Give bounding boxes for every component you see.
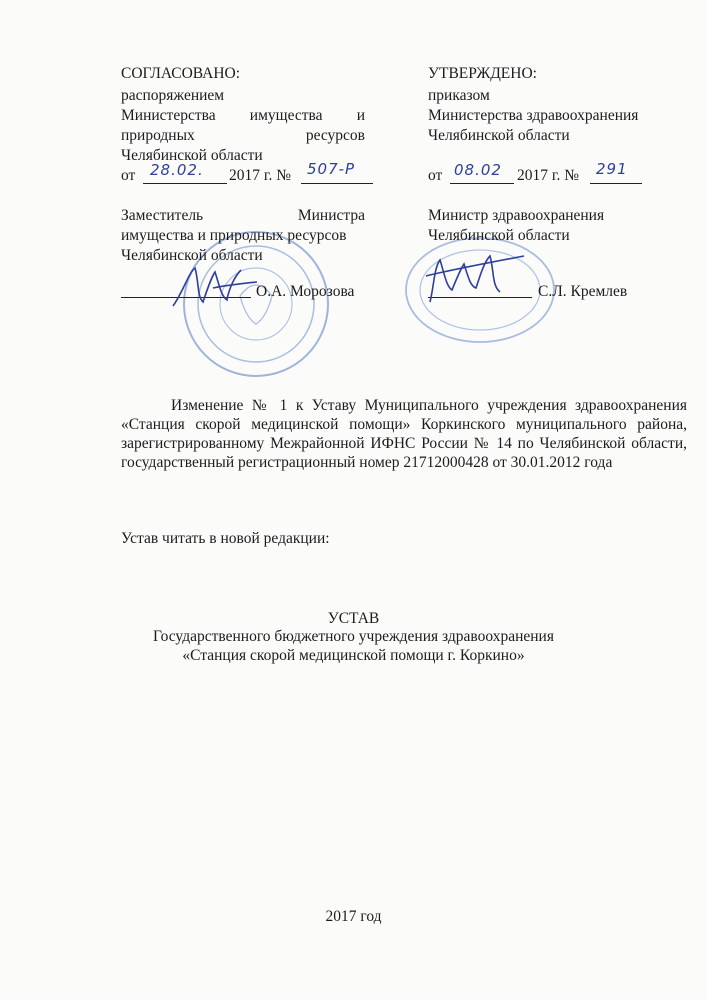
right-position-line2: Челябинской области — [428, 227, 570, 244]
left-ministry-word: имущества — [249, 107, 323, 124]
charter-heading: УСТАВ — [327, 610, 380, 627]
charter-institution-line1: Государственного бюджетного учреждения здравоохранения — [153, 628, 554, 645]
left-date-prefix: от — [121, 167, 136, 184]
right-number-underline — [590, 183, 642, 184]
left-position-word: Министра — [297, 207, 365, 224]
left-position-line2: имущества и природных ресурсов — [121, 227, 347, 244]
right-date-suffix: 2017 г. № — [517, 167, 580, 184]
left-date-suffix: 2017 г. № — [229, 167, 292, 184]
left-position-word: Заместитель — [121, 207, 204, 224]
left-heading: СОГЛАСОВАНО: — [121, 65, 241, 82]
left-number-handwritten: 507-Р — [307, 160, 356, 178]
charter-institution-line2: «Станция скорой медицинской помощи г. Коркино» — [182, 647, 525, 664]
right-number-handwritten: 291 — [596, 160, 628, 178]
right-date-prefix: от — [428, 167, 443, 184]
left-signature-icon — [165, 262, 265, 310]
right-heading: УТВЕРЖДЕНО: — [428, 65, 537, 82]
left-signer-name: О.А. Морозова — [256, 283, 355, 300]
left-ministry-word: Министерства — [121, 107, 216, 124]
right-order-type: приказом — [428, 87, 490, 104]
right-region: Челябинской области — [428, 127, 570, 144]
right-signer-name: С.Л. Кремлев — [538, 283, 628, 300]
right-position-line1: Министр здравоохранения — [428, 207, 605, 224]
left-ministry-line — [121, 106, 365, 125]
left-position-line3: Челябинской области — [121, 247, 263, 264]
right-date-underline — [450, 183, 514, 184]
right-date-handwritten: 08.02 — [454, 161, 502, 179]
left-ministry-word: и — [356, 107, 365, 124]
right-signature-icon — [420, 246, 530, 308]
left-region: Челябинской области — [121, 147, 263, 164]
left-resources-word: природных — [121, 127, 195, 144]
document-year: 2017 год — [325, 908, 382, 925]
right-ministry: Министерства здравоохранения — [428, 107, 639, 124]
left-resources-word: ресурсов — [305, 127, 365, 144]
left-number-underline — [301, 183, 373, 184]
left-resources-line — [121, 126, 365, 145]
left-order-type: распоряжением — [121, 87, 225, 104]
amendment-paragraph: Изменение № 1 к Уставу Муниципального учреждения здравоохранения «Станция скорой медицинской помощи» Коркинского муниципального района, зарегистрированному Межрайонной ИФНС России № 14 по Челябинской области, государственный регистрационный номер 21712000428 от 30.01.2012 года — [121, 397, 687, 471]
left-date-handwritten: 28.02. — [150, 161, 204, 179]
new-edition-note: Устав читать в новой редакции: — [121, 530, 330, 547]
left-date-underline — [143, 183, 227, 184]
left-position-line — [121, 206, 365, 225]
